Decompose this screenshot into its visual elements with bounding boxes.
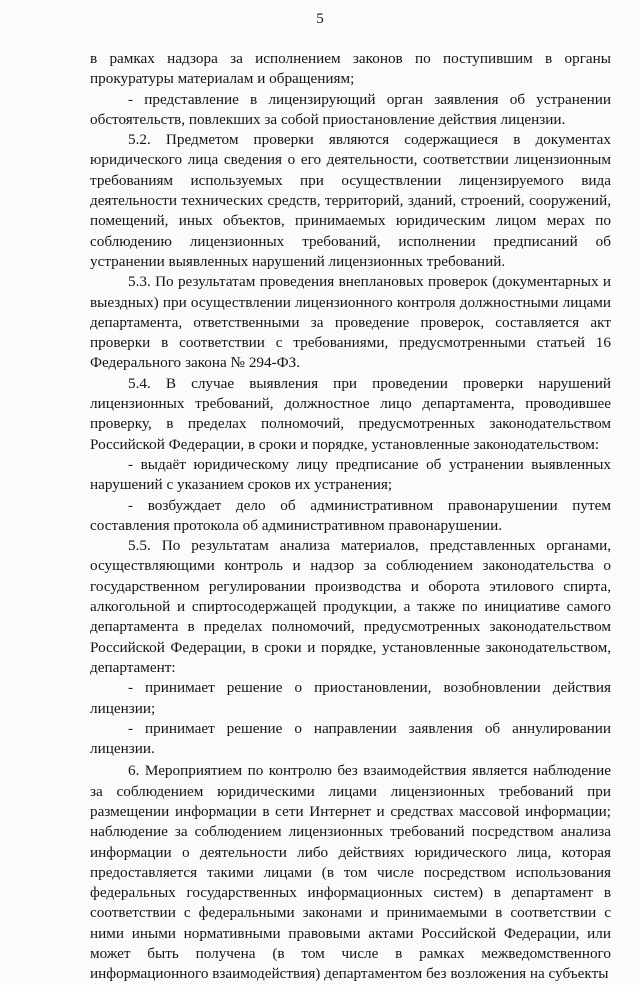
paragraph-5-3: 5.3. По результатам проведения внеплановых проверок (документарных и выездных) при осуществлении лицензионного контроля должностными лицами департамента, ответственными за проведение проверок, составляется акт проверки в соответствии с требованиями, предусмотренными статьей 16 Федерального закона № 294-ФЗ. bbox=[90, 273, 611, 372]
paragraph-5-4: 5.4. В случае выявления при проведении проверки нарушений лицензионных требований, должностное лицо департамента, проводившее проверку, в пределах полномочий, предусмотренных законодательством Российской Федерации, в сроки и порядке, установленные законодательством: bbox=[90, 374, 611, 453]
paragraph-5-5: 5.5. По результатам анализа материалов, представленных органами, осуществляющими контроль и надзор за соблюдением законодательства о государственном регулировании производства и оборота этилового спирта, алкогольной и спиртосодержащей продукции, а также по инициативе самого департамента в пределах полномочий, предусмотренных законодательством Российской Федерации, в сроки и порядке, установленные законодательством, департамент: bbox=[90, 537, 611, 676]
paragraph-list-item: - выдаёт юридическому лицу предписание об устранении выявленных нарушений с указанием сроков их устранения; bbox=[90, 455, 611, 494]
paragraph-list-item: - возбуждает дело об административном правонарушении путем составления протокола об административном правонарушении. bbox=[90, 496, 611, 534]
paragraph-list-item: - принимает решение о приостановлении, возобновлении действия лицензии; bbox=[90, 679, 611, 717]
paragraph-list-item: - принимает решение о направлении заявления об аннулировании лицензии. bbox=[90, 719, 611, 758]
paragraph-continuation: в рамках надзора за исполнением законов по поступившим в органы прокуратуры материалам и обращениям; bbox=[90, 50, 611, 88]
paragraph-6: 6. Мероприятием по контролю без взаимодействия является наблюдение за соблюдением юридическими лицами лицензионных требований при размещении информации в сети Интернет и средствах массовой информации; наблюдение за соблюдением лицензионных требований посредством анализа информации о деятельности либо действиях юридического лица, которая предоставляется такими лицами (в том числе посредством использования федеральных государственных информационных систем) в департамент в соответствии с федеральными законами и принимаемыми в соответствии с ними иными нормативными правовыми актами Российской Федерации, или может быть получена (в том числе в рамках межведомственного информационного взаимодействия) департаментом без возложения на субъекты bbox=[90, 762, 611, 983]
document-body bbox=[90, 49, 611, 985]
page-number: 5 bbox=[316, 11, 324, 27]
paragraph-list-item: - представление в лицензирующий орган заявления об устранении обстоятельств, повлекших за собой приостановление действия лицензии. bbox=[90, 90, 611, 128]
paragraph-5-2: 5.2. Предметом проверки являются содержащиеся в документах юридического лица сведения о его деятельности, соответствии лицензионным требованиям используемых при осуществлении лицензируемого вида деятельности технических средств, территорий, зданий, строений, сооружений, помещений, иных объектов, принимаемых юридическим лицом мерах по соблюдению лицензионных требований, исполнении предписаний об устранении выявленных нарушений лицензионных требований. bbox=[90, 131, 611, 270]
